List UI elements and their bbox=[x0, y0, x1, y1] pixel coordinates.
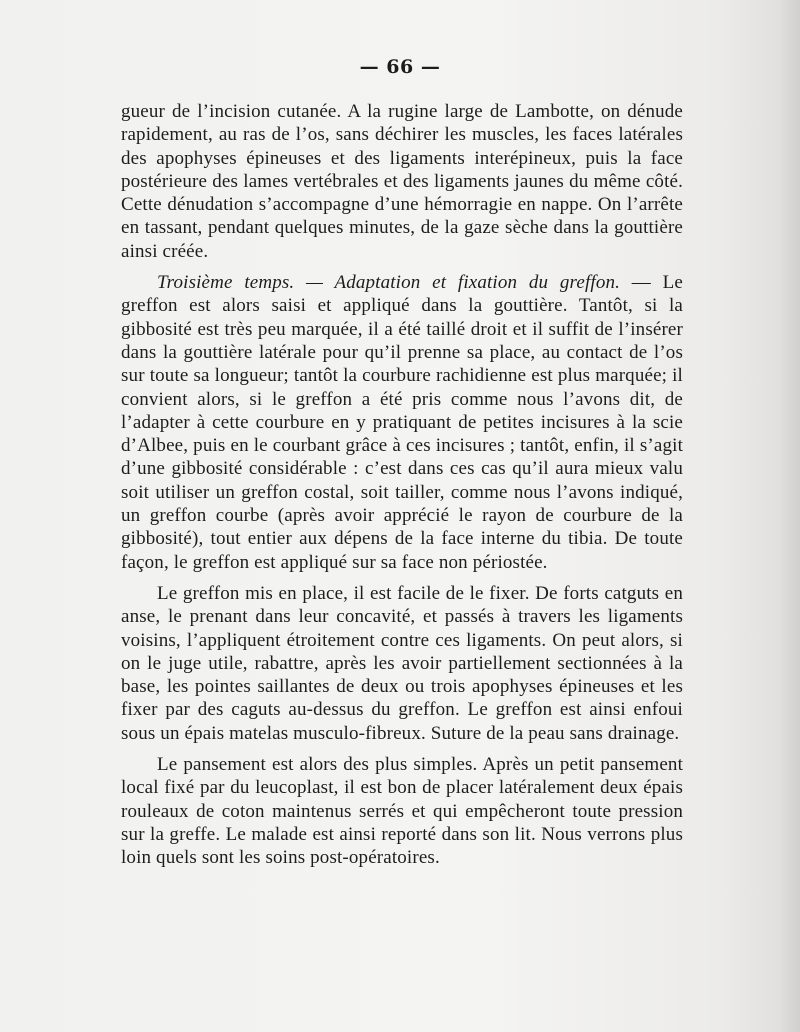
paragraph-4: Le pansement est alors des plus simples. Après un petit pansement local fixé par du leucoplast, il est bon de placer latéralement deux épais rouleaux de coton maintenus serrés et qui empêcheront toute pression sur la greffe. Le malade est ainsi reporté dans son lit. Nous verrons plus loin quels sont les soins post-opératoires. bbox=[121, 754, 683, 869]
paragraph-1: gueur de l’incision cutanée. A la rugine large de Lambotte, on dénude rapidement, au ras de l’os, sans déchirer les muscles, les faces latérales des apophyses épineuses et des ligaments interépineux, puis la face postérieure des lames vertébrales et des ligaments jaunes du même côté. Cette dénudation s’accompagne d’une hémorragie en nappe. On l’arrête en tassant, pendant quelques minutes, de la gaze sèche dans la gouttière ainsi créée. bbox=[121, 101, 683, 262]
page-edge-shadow bbox=[778, 0, 800, 1032]
paragraph-2-text: — Le greffon est alors saisi et appliqué dans la gouttière. Tantôt, si la gibbosité est très peu marquée, il a été taillé droit et il suffit de l’insérer dans la gouttière latérale pour qu’il prenne sa place, au contact de l’os sur toute sa longueur; tantôt la courbure rachidienne est plus marquée; il convient alors, si le greffon a été pris comme nous l’avons dit, de l’adapter à cette courbure en y pratiquant de petites incisures à la scie d’Albee, puis en le courbant grâce à ces incisures ; tantôt, enfin, il s’agit d’une gibbosité considérable : c’est dans ces cas qu’il aura mieux valu soit utiliser un greffon costal, soit tailler, comme nous l’avons indiqué, un greffon courbe (après avoir apprécié le rayon de courbure de la gibbosité), tout entier aux dépens de la face interne du tibia. De toute façon, le greffon est appliqué sur sa face non périostée. bbox=[121, 272, 683, 573]
paragraph-3: Le greffon mis en place, il est facile de le fixer. De forts catguts en anse, le prenant dans leur concavité, et passés à travers les ligaments voisins, l’appliquent étroitement contre ces ligaments. On peut alors, si on le juge utile, rabattre, après les avoir partiellement sectionnées à la base, les pointes saillantes de deux ou trois apophyses épineuses et les fixer par des caguts au-dessus du greffon. Le greffon est ainsi enfoui sous un épais matelas musculo-fibreux. Suture de la peau sans drainage. bbox=[121, 582, 683, 744]
section-heading: Troisième temps. — Adaptation et fixation du greffon. bbox=[157, 272, 621, 294]
body-text bbox=[121, 100, 683, 870]
page-number: — 66 — bbox=[359, 56, 441, 78]
paragraph-2 bbox=[121, 271, 683, 574]
